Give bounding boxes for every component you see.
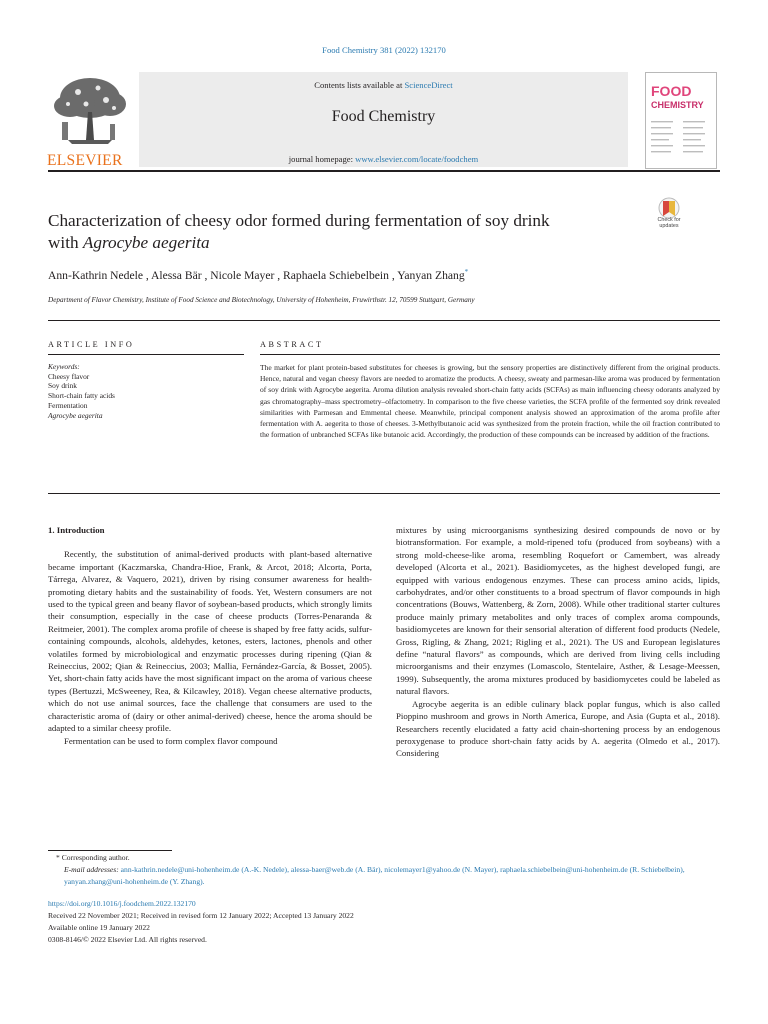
abstract-bottom-rule	[48, 493, 720, 494]
abstract-heading: ABSTRACT	[260, 340, 324, 349]
cover-decoration	[651, 117, 711, 163]
introduction-heading: 1. Introduction	[48, 525, 105, 535]
check-for-updates-label: Check for updates	[657, 217, 681, 229]
intro-paragraph: Fermentation can be used to form complex flavor compound	[64, 735, 278, 746]
keywords-block	[48, 362, 115, 420]
intro-paragraph: mixtures by using microorganisms synthesizing desired compounds de novo or by biotransformation. For example, a mold-ripened tofu (produced from soybeans) with a strong mold-cheese-like aroma, resembling Roquefort or Camembert, was already developed (Alcorta et al., 2021). Basidiomycetes, as the highest developed fungi, are equipped with various endogenous enzymes. These can process amino acids, lipids, carbohydrates, and/or other constituents to a broad spectrum of flavor compounds in high concentrations (Bouws, Wattenberg, & Zorn, 2008). While other traditional starter cultures produce mainly primary metabolites and only traces of complex aroma compounds, basidiomycetes are known for their sensorial alteration of different food products (Nedele, Gross, Rigling, & Zhang, 2021; Rigling et al., 2021). The US and European legislatures define “natural flavors” as compounds, which are derived from living cells including microorganisms and their enzymes (Lomascolo, Stentelaire, Asther, & Lesage-Meessen, 1999). Subsequently, the aroma mixtures produced by basidiomycetes could be labeled as natural flavors.	[396, 525, 720, 697]
received-dates: Received 22 November 2021; Received in revised form 12 January 2022; Accepted 13 January 2022	[48, 911, 354, 920]
journal-name: Food Chemistry	[331, 108, 436, 125]
abstract-rule	[260, 354, 720, 355]
contents-line: Contents lists available at ScienceDirect	[314, 80, 453, 90]
keyword-item: Soy drink	[48, 381, 77, 391]
abstract-text: The market for plant protein-based substitutes for cheeses is growing, but the sensory properties are distinctively different from the original products. Hence, natural and vegan cheesy flavors are needed to aromatize the products. A cheesy, sweaty and parmesan-like aroma was produced by fermentation of soy drink with Agrocybe aegerita. Aroma dilution analysis revealed short-chain fatty acids (SCFAs) as main influencing cheesy odorants analyzed by gas chromatography–mass spectrometry–olfactometry. In comparison to the five cheese varieties, the SCFA profile of the fermented soy drink revealed similarities with Parmesan and Emmental cheese. Meanwhile, principal component analysis showed an approximation of the aroma profile after fermentation with A. aegerita to those of cheeses. 3-Methylbutanoic acid was synthesized from the protein fraction, while the oil fraction contributed to the formation of unbranched SCFAs like butanoic acid. Accordingly, the production of these compounds can be increased by addition of the fractions.	[260, 363, 720, 440]
check-for-updates-badge[interactable]	[649, 196, 689, 236]
journal-cover-thumbnail	[645, 72, 717, 169]
section-rule	[48, 320, 720, 321]
elsevier-wordmark: ELSEVIER	[47, 152, 123, 169]
intro-column-left	[48, 524, 372, 747]
cover-title-2: CHEMISTRY	[651, 100, 704, 110]
article-title: Characterization of cheesy odor formed during fermentation of soy drink with Agrocybe aegerita	[48, 211, 550, 252]
intro-column-right	[396, 524, 720, 760]
intro-paragraph: Agrocybe aegerita is an edible culinary black poplar fungus, which is also called Pioppino mushroom and grows in North America, Europe, and Asia (Gupta et al., 2018). Researchers recently elucidated a fatty acid chain-shortening process by an endogenous peroxygenase to produce short-chain fatty acids by A. aegerita (Olmedo et al., 2017). Considering	[396, 698, 720, 759]
doi-link[interactable]: https://doi.org/10.1016/j.foodchem.2022.132170	[48, 899, 196, 908]
homepage-link[interactable]: www.elsevier.com/locate/foodchem	[355, 154, 479, 164]
article-info-rule	[48, 354, 244, 355]
corresponding-author-mark[interactable]: *	[464, 268, 469, 276]
email-addresses: E-mail addresses: ann-kathrin.nedele@uni-hohenheim.de (A.-K. Nedele), alessa-baer@web.de (A. Bär), nicolemayer1@yahoo.de (N. Mayer), raphaela.schiebelbein@uni-hohenheim.de (R. Schiebelbein), yanyan.zhang@uni-hohenheim.de (Y. Zhang).	[64, 865, 685, 886]
homepage-line: journal homepage: www.elsevier.com/locate/foodchem	[288, 154, 479, 164]
keyword-item: Cheesy flavor	[48, 371, 90, 381]
keyword-item: Agrocybe aegerita	[48, 410, 103, 420]
author-list: Ann-Kathrin Nedele , Alessa Bär , Nicole Mayer , Raphaela Schiebelbein , Yanyan Zhang*	[48, 268, 469, 282]
journal-citation[interactable]: Food Chemistry 381 (2022) 132170	[322, 45, 446, 55]
footnote-rule	[48, 850, 172, 851]
keywords-label: Keywords:	[48, 362, 80, 371]
available-online: Available online 19 January 2022	[48, 923, 150, 932]
corresponding-author-note: * Corresponding author.	[56, 853, 130, 862]
copyright: 0308-8146/© 2022 Elsevier Ltd. All rights reserved.	[48, 935, 207, 944]
header-rule	[48, 170, 720, 172]
sciencedirect-link[interactable]: ScienceDirect	[404, 80, 453, 90]
email-list[interactable]: ann-kathrin.nedele@uni-hohenheim.de (A.-K. Nedele), alessa-baer@web.de (A. Bär), nicolemayer1@yahoo.de (N. Mayer), raphaela.schiebelbein@uni-hohenheim.de (R. Schiebelbein), yanyan.zhang@uni-hohenheim.de (Y. Zhang).	[64, 865, 685, 886]
intro-paragraph: Recently, the substitution of animal-derived products with plant-based alternative became important (Kaczmarska, Chandra-Hioe, Frank, & Arcot, 2018; Alcorta, Porta, Tárrega, Alvarez, & Vaquero, 2021), driven by rising consumer awareness for health-promoting dietary habits and the sustainability of foods. Yet, Western consumers are not used to the typical green and beany flavor of soybean-based products, which strongly limits their consumption, especially in the case of cheese products (Torres-Penaranda & Reitmeier, 2001). The complex aroma profile of cheese is shaped by free fatty acids, sulfur-containing compounds, alcohols, aldehydes, ketones, esters, lactones, phenols and other volatiles formed by microbiological and enzymatic processes during ripening (Qian & Reineccius, 2002; Qian & Reineccius, 2003; Mallia, Fernández-García, & Bosset, 2005). Yet, short-chain fatty acids have the most significant impact on the aroma of various cheese types (Bertuzzi, McSweeney, Rea, & Kilcawley, 2018). Vegan cheese alternative products, which do not use animal sources, face the challenge that consumers are used to the characteristic aroma of (dairy or other animal-derived) cheese, hence the aroma should be adapted to a similar cheesy profile.	[48, 549, 372, 734]
keyword-item: Fermentation	[48, 400, 88, 410]
article-info-heading: ARTICLE INFO	[48, 340, 135, 349]
cover-title-1: FOOD	[651, 83, 692, 99]
check-for-updates-icon	[649, 196, 689, 236]
author-affiliation: Department of Flavor Chemistry, Institute of Food Science and Biotechnology, University of Hohenheim, Fruwirthstr. 12, 70599 Stuttgart, Germany	[48, 296, 475, 304]
keyword-item: Short-chain fatty acids	[48, 391, 115, 401]
